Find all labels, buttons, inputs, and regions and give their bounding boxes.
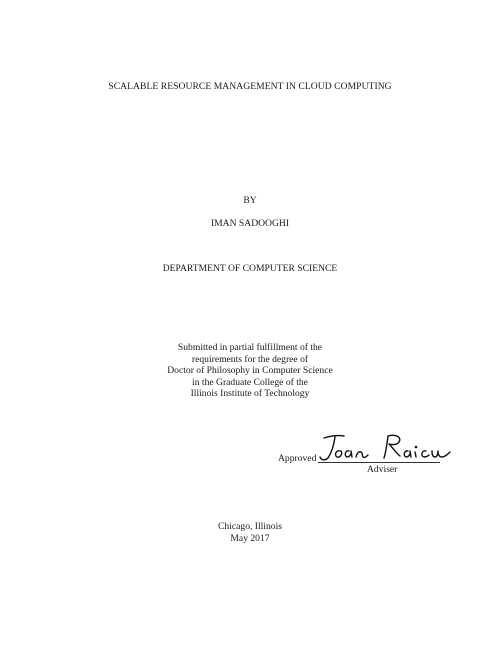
author-name: IMAN SADOOGHI <box>210 218 290 229</box>
place-and-date <box>0 521 500 545</box>
submission-line: Doctor of Philosophy in Computer Science <box>167 365 333 376</box>
signature-line <box>318 462 440 463</box>
adviser-signature <box>316 430 456 466</box>
submission-statement <box>0 342 500 400</box>
approved-label: Approved <box>278 453 317 464</box>
submission-line: requirements for the degree of <box>191 353 309 365</box>
thesis-title: SCALABLE RESOURCE MANAGEMENT IN CLOUD COMPUTING <box>108 81 392 92</box>
adviser-label: Adviser <box>367 464 398 475</box>
department-name: DEPARTMENT OF COMPUTER SCIENCE <box>162 263 338 274</box>
by-label: BY <box>243 195 257 206</box>
place-label: Chicago, Illinois <box>218 521 282 532</box>
submission-line: in the Graduate College of the <box>192 376 308 388</box>
submission-line: Submitted in partial fulfillment of the <box>177 342 323 353</box>
date-label: May 2017 <box>230 533 270 544</box>
submission-line: Illinois Institute of Technology <box>190 388 310 399</box>
